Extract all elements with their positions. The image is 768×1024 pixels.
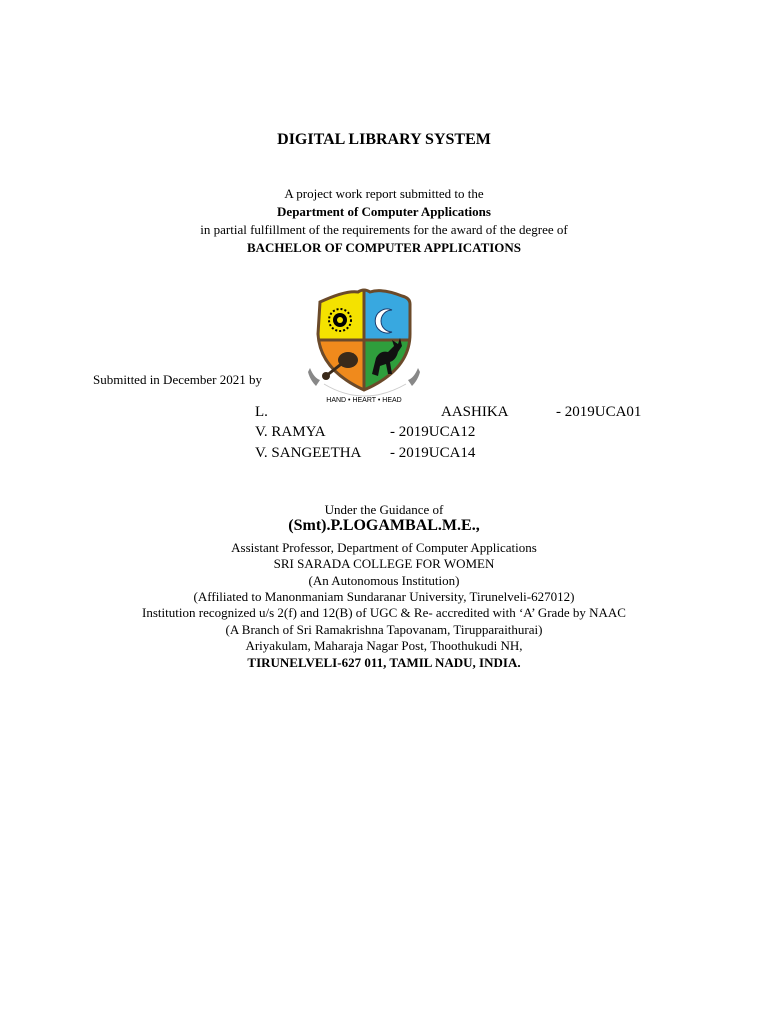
- fulfillment-line: in partial fulfillment of the requirements for the award of the degree of: [200, 222, 568, 237]
- student-1-name: AASHIKA: [441, 404, 509, 420]
- student-2-name: V. RAMYA: [255, 424, 326, 440]
- college-name: SRI SARADA COLLEGE FOR WOMEN: [273, 556, 495, 571]
- university-affiliation: (Affiliated to Manonmaniam Sundaranar University, Tirunelveli-627012): [193, 589, 575, 604]
- degree-name: BACHELOR OF COMPUTER APPLICATIONS: [246, 240, 522, 255]
- student-2-roll: - 2019UCA12: [390, 424, 476, 440]
- autonomous-status: (An Autonomous Institution): [308, 573, 460, 588]
- blue-quadrant: [364, 288, 424, 340]
- submission-date: Submitted in December 2021 by: [93, 372, 262, 387]
- intro-line: A project work report submitted to the: [284, 186, 484, 201]
- student-1-roll: - 2019UCA01: [556, 404, 642, 420]
- city-line: TIRUNELVELI-627 011, TAMIL NADU, INDIA.: [247, 655, 521, 670]
- ugc-recognition: Institution recognized u/s 2(f) and 12(B) of UGC & Re- accredited with ‘A’ Grade by NAAC: [142, 605, 626, 620]
- report-title: DIGITAL LIBRARY SYSTEM: [277, 131, 491, 148]
- branch-info: (A Branch of Sri Ramakrishna Tapovanam, Tirupparaithurai): [225, 622, 543, 637]
- guidance-label: Under the Guidance of: [324, 502, 444, 517]
- college-emblem: [306, 288, 436, 408]
- address-line: Ariyakulam, Maharaja Nagar Post, Thoothukudi NH,: [245, 638, 523, 653]
- student-1-initial: L.: [255, 404, 268, 420]
- guide-name: (Smt).P.LOGAMBAL.M.E.,: [288, 517, 480, 534]
- department-name: Department of Computer Applications: [277, 204, 491, 219]
- student-3-name: V. SANGEETHA: [255, 445, 362, 461]
- motto-text: HAND • HEART • HEAD: [326, 397, 402, 404]
- student-3-roll: - 2019UCA14: [390, 445, 476, 461]
- guide-designation: Assistant Professor, Department of Computer Applications: [231, 540, 537, 555]
